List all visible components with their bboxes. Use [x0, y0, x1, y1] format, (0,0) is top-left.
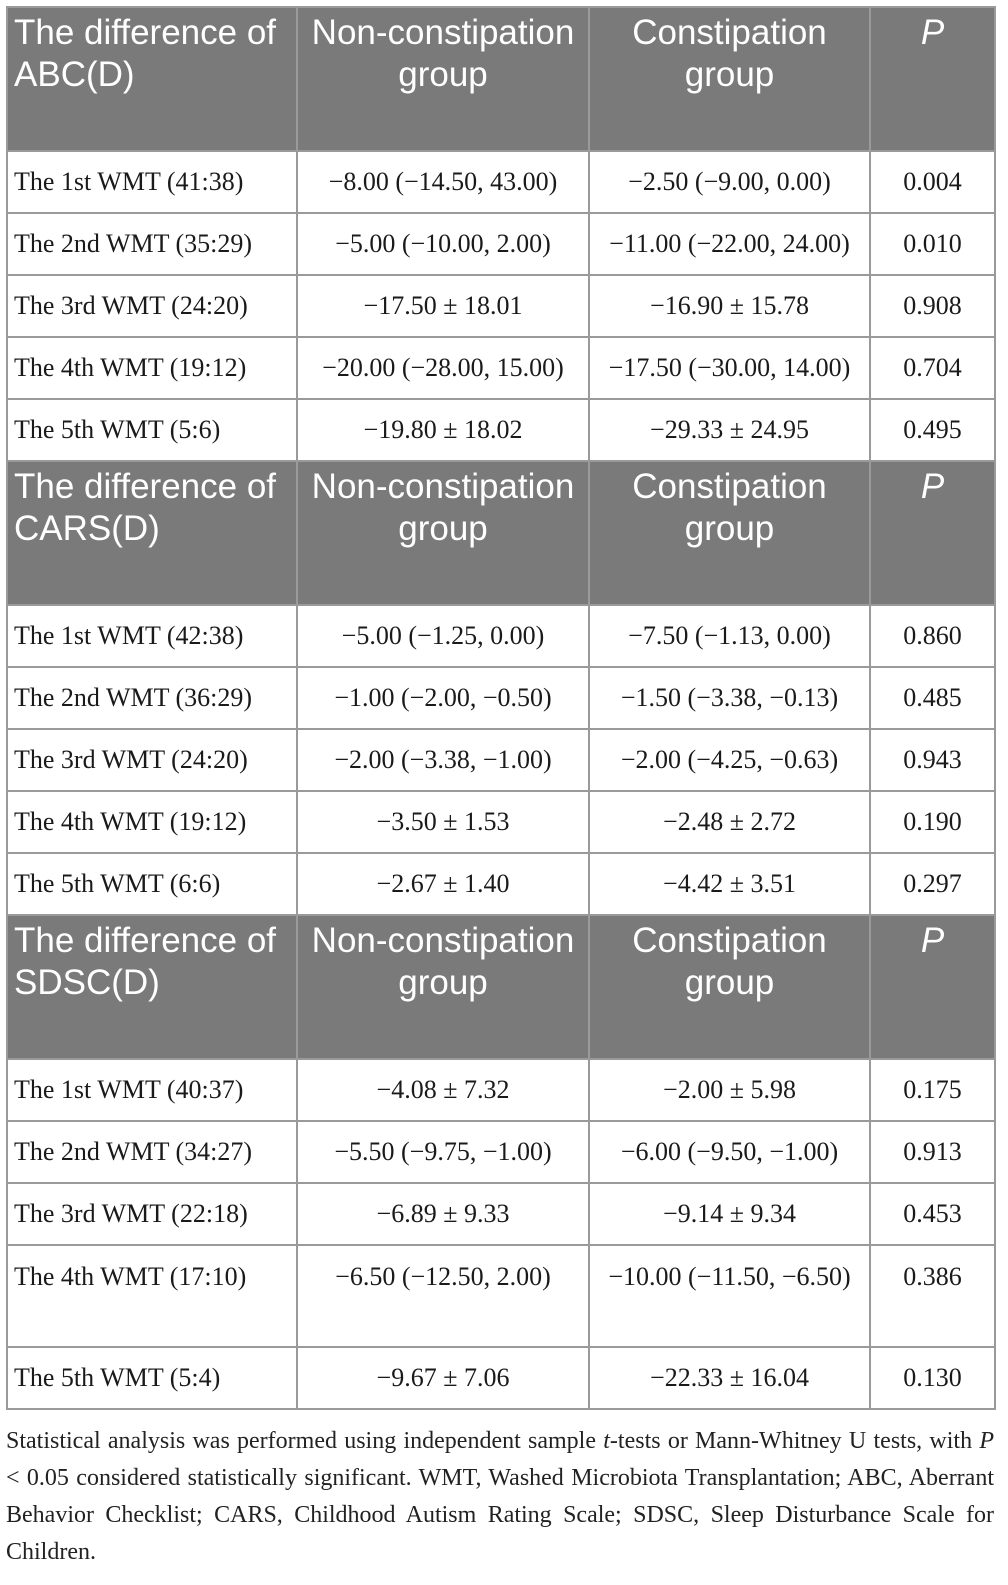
footnote-text-part3: < 0.05 considered statistically significant. WMT, Washed Microbiota Transplantation; ABC, Aberrant Behavior Checklist; CARS, Childhood Autism Rating Scale; SDSC, Sleep Disturbance Scale for Children. — [6, 1465, 994, 1565]
p-value: 0.495 — [870, 399, 995, 461]
column-header-p: P — [870, 7, 995, 151]
table-row — [7, 853, 995, 915]
column-header-constipation: Constipation group — [589, 7, 870, 151]
row-label: The 4th WMT (19:12) — [7, 791, 297, 853]
table-row — [7, 667, 995, 729]
constipation-value: −11.00 (−22.00, 24.00) — [589, 213, 870, 275]
p-value: 0.453 — [870, 1183, 995, 1245]
p-value: 0.913 — [870, 1121, 995, 1183]
p-value: 0.386 — [870, 1245, 995, 1347]
row-label: The 2nd WMT (36:29) — [7, 667, 297, 729]
column-header-constipation: Constipation group — [589, 915, 870, 1059]
p-value: 0.004 — [870, 151, 995, 213]
row-label: The 3rd WMT (24:20) — [7, 729, 297, 791]
table-row — [7, 275, 995, 337]
section-sdsc — [7, 915, 995, 1409]
p-value: 0.908 — [870, 275, 995, 337]
table-row — [7, 399, 995, 461]
table-row — [7, 151, 995, 213]
footnote-text-part2: -tests or Mann-Whitney U tests, with — [609, 1428, 980, 1454]
section-header-row — [7, 915, 995, 1059]
section-title: The difference of SDSC(D) — [7, 915, 297, 1059]
non-constipation-value: −6.89 ± 9.33 — [297, 1183, 589, 1245]
non-constipation-value: −19.80 ± 18.02 — [297, 399, 589, 461]
p-value: 0.130 — [870, 1347, 995, 1409]
constipation-value: −7.50 (−1.13, 0.00) — [589, 605, 870, 667]
row-label: The 5th WMT (5:4) — [7, 1347, 297, 1409]
table-row — [7, 1059, 995, 1121]
non-constipation-value: −5.00 (−10.00, 2.00) — [297, 213, 589, 275]
non-constipation-value: −6.50 (−12.50, 2.00) — [297, 1245, 589, 1347]
constipation-value: −22.33 ± 16.04 — [589, 1347, 870, 1409]
results-table-container — [6, 6, 994, 1410]
non-constipation-value: −1.00 (−2.00, −0.50) — [297, 667, 589, 729]
row-label: The 1st WMT (41:38) — [7, 151, 297, 213]
column-header-non-constipation: Non-constipation group — [297, 7, 589, 151]
constipation-value: −10.00 (−11.50, −6.50) — [589, 1245, 870, 1347]
table-row — [7, 1183, 995, 1245]
non-constipation-value: −20.00 (−28.00, 15.00) — [297, 337, 589, 399]
constipation-value: −4.42 ± 3.51 — [589, 853, 870, 915]
constipation-value: −29.33 ± 24.95 — [589, 399, 870, 461]
non-constipation-value: −4.08 ± 7.32 — [297, 1059, 589, 1121]
table-row — [7, 337, 995, 399]
constipation-value: −16.90 ± 15.78 — [589, 275, 870, 337]
p-value: 0.860 — [870, 605, 995, 667]
p-value: 0.485 — [870, 667, 995, 729]
results-table — [6, 6, 996, 1410]
constipation-value: −9.14 ± 9.34 — [589, 1183, 870, 1245]
constipation-value: −2.48 ± 2.72 — [589, 791, 870, 853]
table-row — [7, 1347, 995, 1409]
table-row — [7, 729, 995, 791]
non-constipation-value: −2.00 (−3.38, −1.00) — [297, 729, 589, 791]
row-label: The 1st WMT (42:38) — [7, 605, 297, 667]
p-value: 0.943 — [870, 729, 995, 791]
column-header-constipation: Constipation group — [589, 461, 870, 605]
table-row — [7, 791, 995, 853]
row-label: The 2nd WMT (35:29) — [7, 213, 297, 275]
footnote-text-part1: Statistical analysis was performed using independent sample — [6, 1428, 604, 1454]
row-label: The 4th WMT (19:12) — [7, 337, 297, 399]
table-row — [7, 1245, 995, 1347]
non-constipation-value: −9.67 ± 7.06 — [297, 1347, 589, 1409]
row-label: The 3rd WMT (22:18) — [7, 1183, 297, 1245]
constipation-value: −1.50 (−3.38, −0.13) — [589, 667, 870, 729]
non-constipation-value: −5.50 (−9.75, −1.00) — [297, 1121, 589, 1183]
footnote-p-symbol: P — [979, 1428, 995, 1454]
section-abc — [7, 7, 995, 461]
p-value: 0.175 — [870, 1059, 995, 1121]
constipation-value: −17.50 (−30.00, 14.00) — [589, 337, 870, 399]
footnote-t-symbol: t — [603, 1428, 610, 1454]
table-row — [7, 1121, 995, 1183]
p-value: 0.010 — [870, 213, 995, 275]
column-header-p: P — [870, 461, 995, 605]
table-row — [7, 213, 995, 275]
section-title: The difference of ABC(D) — [7, 7, 297, 151]
row-label: The 5th WMT (5:6) — [7, 399, 297, 461]
section-title: The difference of CARS(D) — [7, 461, 297, 605]
row-label: The 2nd WMT (34:27) — [7, 1121, 297, 1183]
column-header-non-constipation: Non-constipation group — [297, 461, 589, 605]
row-label: The 3rd WMT (24:20) — [7, 275, 297, 337]
column-header-p: P — [870, 915, 995, 1059]
section-header-row — [7, 7, 995, 151]
non-constipation-value: −5.00 (−1.25, 0.00) — [297, 605, 589, 667]
non-constipation-value: −8.00 (−14.50, 43.00) — [297, 151, 589, 213]
section-header-row — [7, 461, 995, 605]
section-cars — [7, 461, 995, 915]
constipation-value: −6.00 (−9.50, −1.00) — [589, 1121, 870, 1183]
non-constipation-value: −3.50 ± 1.53 — [297, 791, 589, 853]
p-value: 0.297 — [870, 853, 995, 915]
table-row — [7, 605, 995, 667]
non-constipation-value: −2.67 ± 1.40 — [297, 853, 589, 915]
row-label: The 5th WMT (6:6) — [7, 853, 297, 915]
p-value: 0.704 — [870, 337, 995, 399]
p-value: 0.190 — [870, 791, 995, 853]
constipation-value: −2.00 ± 5.98 — [589, 1059, 870, 1121]
constipation-value: −2.50 (−9.00, 0.00) — [589, 151, 870, 213]
row-label: The 1st WMT (40:37) — [7, 1059, 297, 1121]
non-constipation-value: −17.50 ± 18.01 — [297, 275, 589, 337]
constipation-value: −2.00 (−4.25, −0.63) — [589, 729, 870, 791]
column-header-non-constipation: Non-constipation group — [297, 915, 589, 1059]
table-footnote — [6, 1423, 994, 1571]
row-label: The 4th WMT (17:10) — [7, 1245, 297, 1347]
